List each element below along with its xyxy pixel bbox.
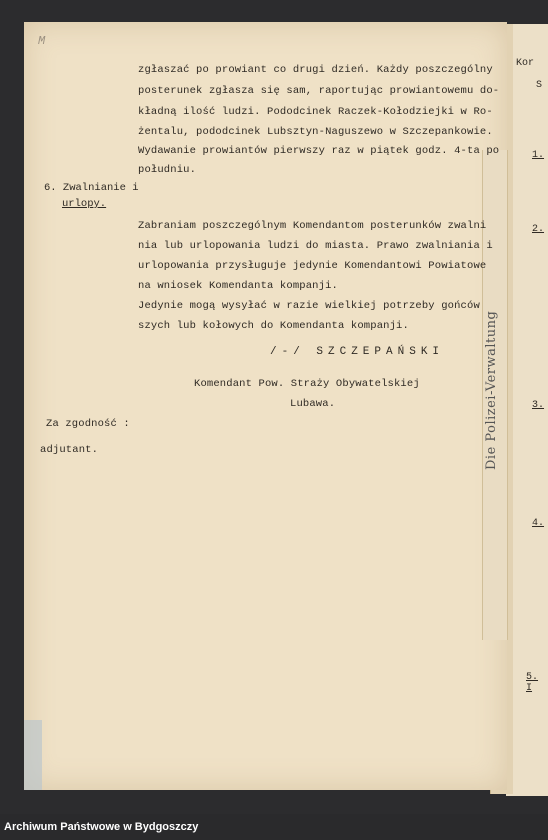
section-heading: 6. Zwalnianie i	[44, 182, 139, 194]
body-line: południu.	[138, 164, 197, 176]
pencil-mark: M	[38, 34, 46, 48]
section-line: Jedynie mogą wysyłać w razie wielkiej potrzeby gońców	[138, 300, 480, 312]
agreement-note: Za zgodność :	[46, 418, 130, 430]
body-line: kładną ilość ludzi. Pododcinek Raczek-Kołodziejki w Ro-	[138, 106, 493, 118]
signatory-title: Komendant Pow. Straży Obywatelskiej	[194, 378, 420, 390]
body-line: Wydawanie prowiantów pierwszy raz w piątek godz. 4-ta po	[138, 145, 500, 157]
signatory-location: Lubawa.	[290, 398, 336, 410]
body-line: zgłaszać po prowiant co drugi dzień. Każdy poszczególny	[138, 64, 493, 76]
right-page-text: Kor	[516, 58, 535, 69]
right-page-item: 3.	[532, 400, 545, 411]
spine-stamp-text: Die Polizei-Verwaltung	[484, 310, 499, 470]
adjutant-label: adjutant.	[40, 444, 99, 456]
right-page-item: 4.	[532, 518, 545, 529]
section-line: Zabraniam poszczególnym Komendantom posterunków zwalni	[138, 220, 487, 232]
body-line: posterunek zgłasza się sam, raportując prowiantowemu do-	[138, 85, 500, 97]
right-page-text: S	[536, 80, 543, 91]
right-page-item: 1.	[532, 150, 545, 161]
section-heading: urlopy.	[62, 198, 107, 210]
body-line: żentalu, pododcinek Lubsztyn-Naguszewo w Szczepankowie.	[138, 126, 493, 138]
section-line: szych lub kołowych do Komendanta kompanji.	[138, 320, 409, 332]
right-page-item: 5. I	[526, 672, 539, 694]
section-line: na wniosek Komendanta kompanji.	[138, 280, 338, 292]
section-line: nia lub urlopowania ludzi do miasta. Prawo zwalniania i	[138, 240, 493, 252]
section-line: urlopowania przysługuje jedynie Komendantowi Powiatowe	[138, 260, 487, 272]
signature-line: /-/ SZCZEPAŃSKI	[270, 346, 445, 358]
paper-stain	[24, 720, 42, 790]
right-page-item: 2.	[532, 224, 545, 235]
archive-footer: Archiwum Państwowe w Bydgoszczy	[0, 814, 548, 840]
